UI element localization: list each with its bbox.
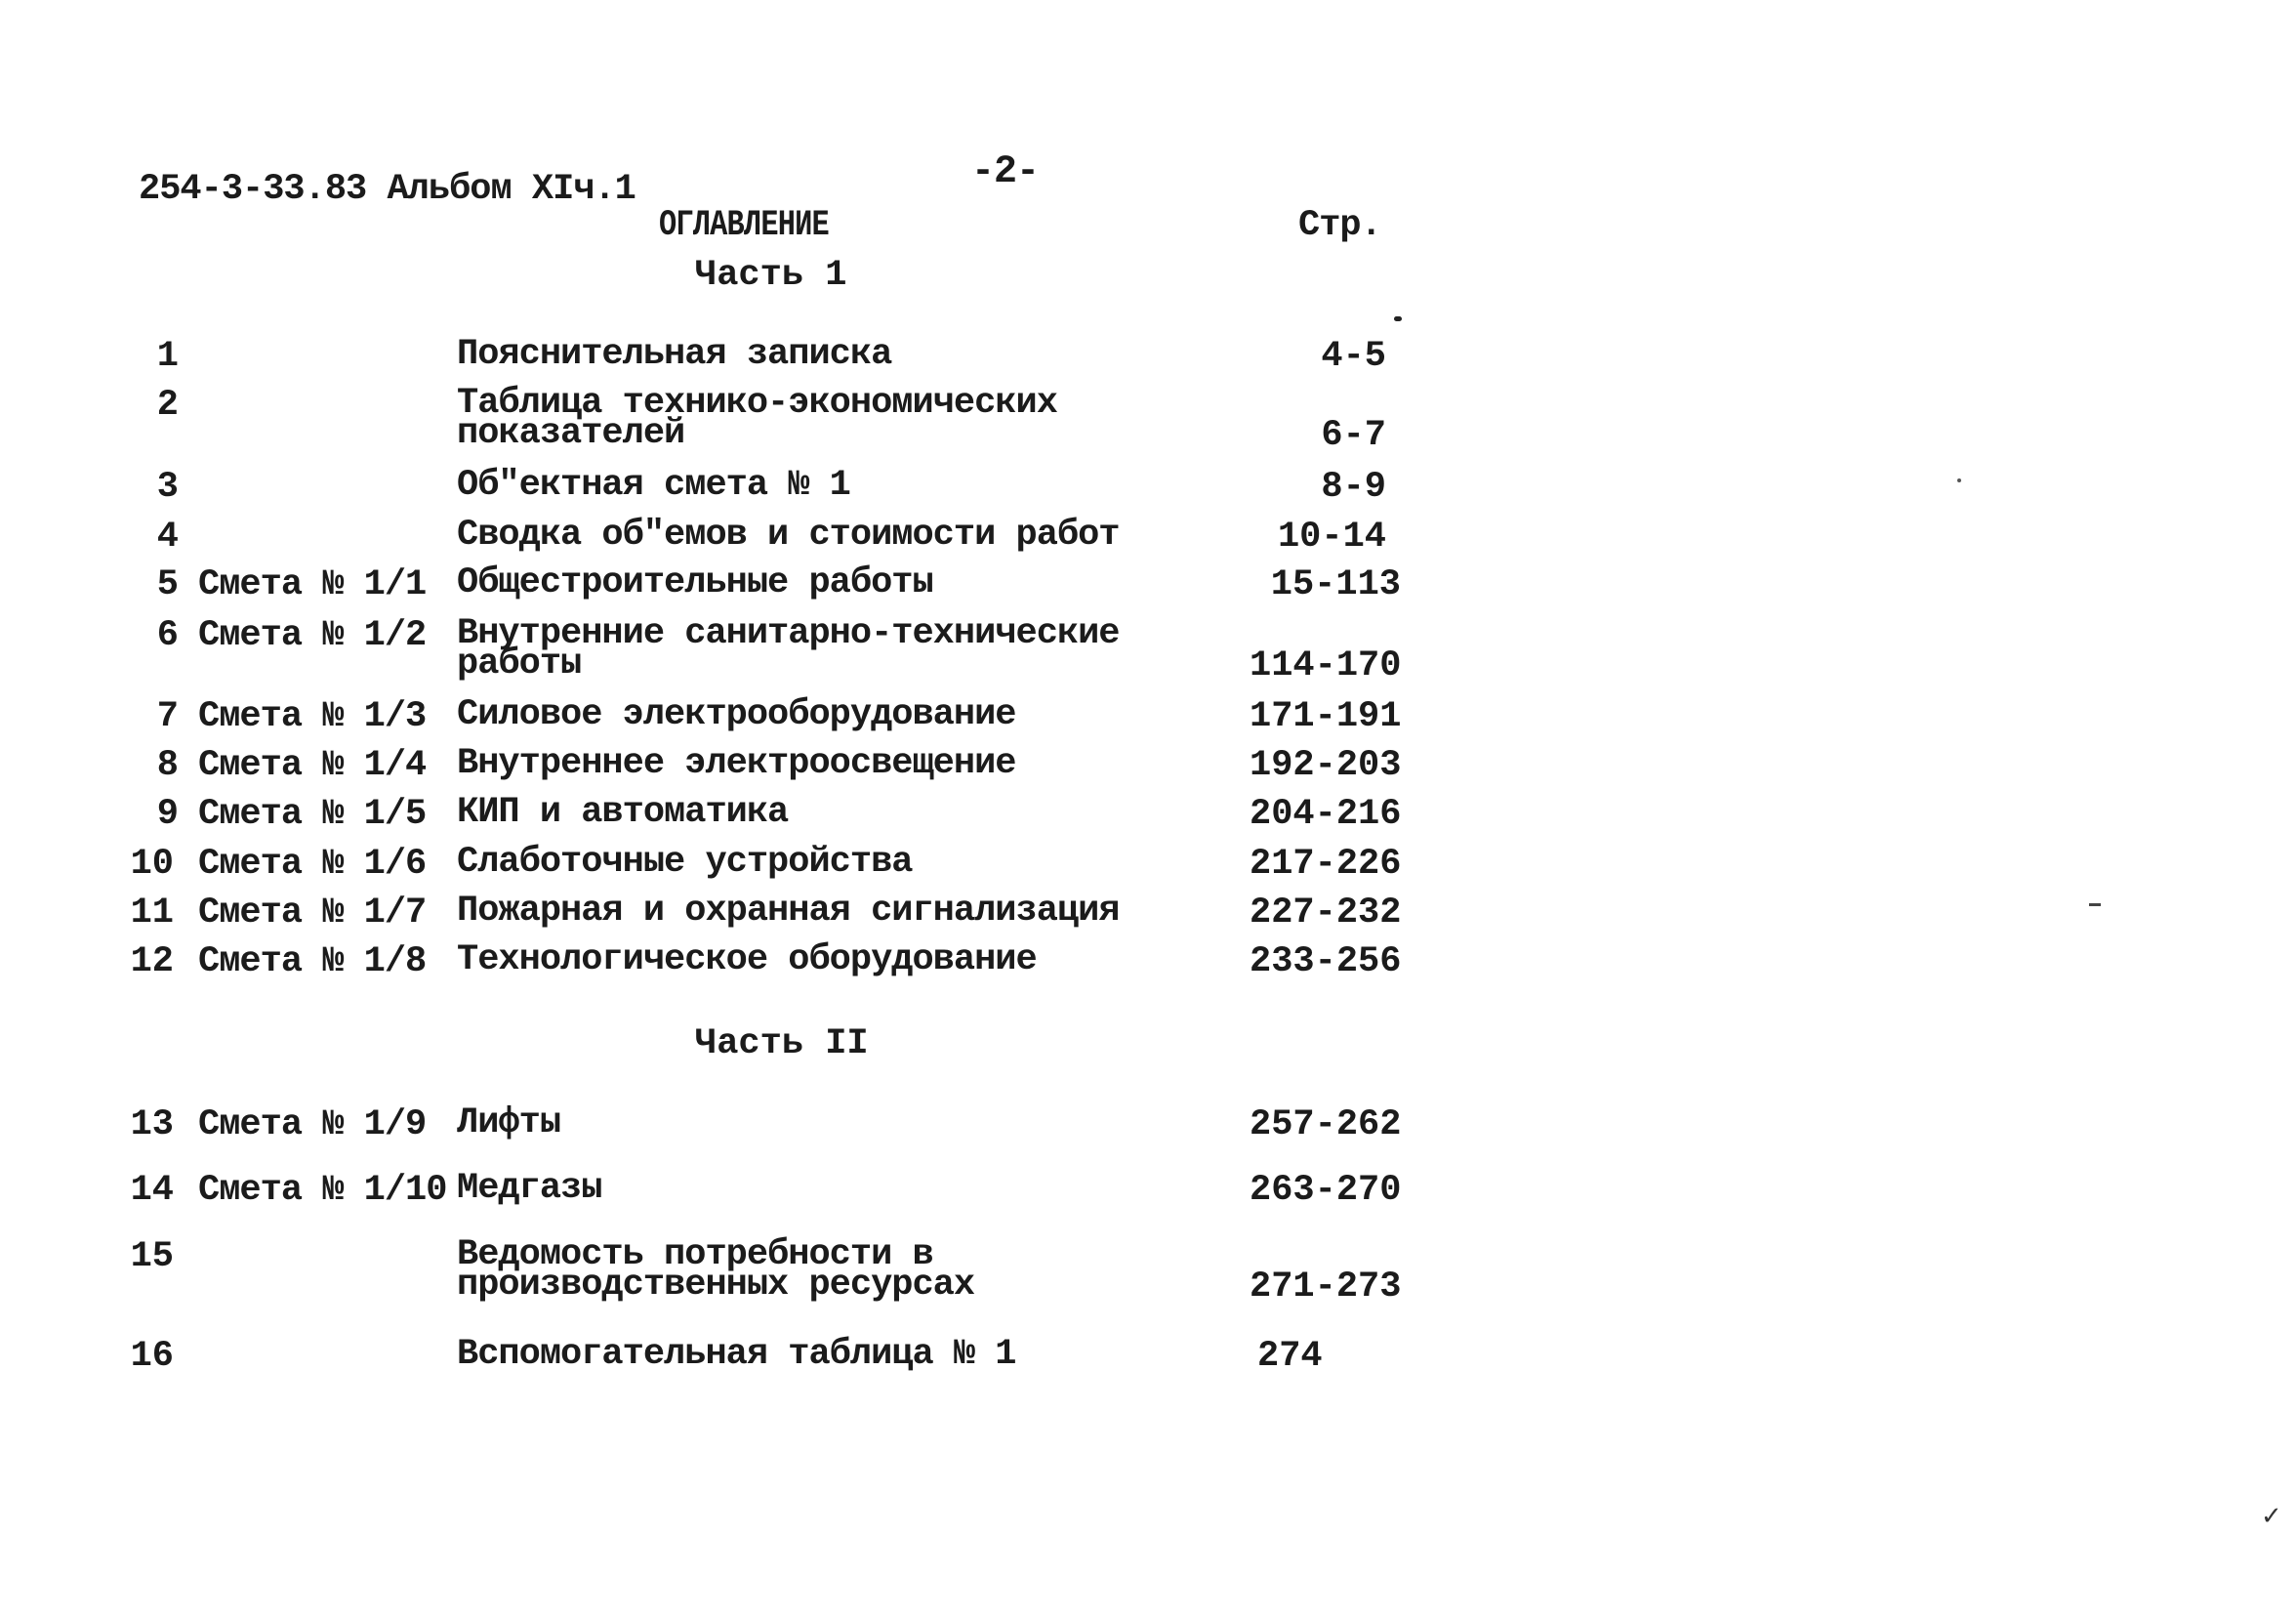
toc-entry-title-line: Пожарная и охранная сигнализация <box>457 891 1120 932</box>
toc-entry-title <box>457 383 1238 454</box>
toc-entry-number: 10 <box>130 844 174 885</box>
toc-entry-number: 8 <box>156 745 179 786</box>
scan-speck <box>1957 478 1961 482</box>
toc-entry-pages: 263-270 <box>1250 1170 1402 1211</box>
toc-entry-title-line: Вспомогательная таблица № 1 <box>457 1334 1016 1375</box>
toc-entry-title <box>457 694 1238 735</box>
toc-entry-pages: 192-203 <box>1250 745 1402 786</box>
toc-entry-number: 2 <box>156 385 179 426</box>
toc-entry-title-line: Медгазы <box>457 1168 602 1209</box>
toc-entry-pages: 15-113 <box>1270 564 1401 605</box>
toc-entry-title-line: КИП и автоматика <box>457 792 789 833</box>
toc-entry-pages: 271-273 <box>1250 1267 1402 1308</box>
toc-entry-title-line: Пояснительная записка <box>457 334 892 375</box>
part-1-heading: Часть 1 <box>695 255 847 296</box>
toc-entry-number: 5 <box>156 564 179 605</box>
toc-entry-number: 11 <box>130 893 174 934</box>
toc-entry-number: 3 <box>156 467 179 508</box>
toc-entry-title-line: Силовое электрооборудование <box>457 694 1016 735</box>
toc-entry-pages: 257-262 <box>1250 1104 1402 1145</box>
toc-entry-title <box>457 1334 1238 1375</box>
toc-entry-pages: 10-14 <box>1277 517 1386 558</box>
toc-entry-estimate: Смета № 1/6 <box>198 844 427 885</box>
toc-entry-pages: 274 <box>1257 1336 1323 1377</box>
toc-entry-title-line: Ведомость потребности в <box>457 1234 933 1275</box>
toc-entry-number: 16 <box>130 1336 174 1377</box>
toc-entry-number: 4 <box>156 517 179 558</box>
toc-entry-title <box>457 613 1238 685</box>
toc-entry-number: 12 <box>130 941 174 982</box>
toc-entry-title-line: Общестроительные работы <box>457 562 933 603</box>
toc-entry-title <box>457 1168 1238 1209</box>
toc-entry-number: 7 <box>156 696 179 737</box>
toc-entry-estimate: Смета № 1/7 <box>198 893 427 934</box>
toc-entry-pages: 227-232 <box>1250 893 1402 934</box>
toc-entry-title <box>457 562 1238 603</box>
toc-entry-pages: 114-170 <box>1250 645 1402 686</box>
toc-entry-estimate: Смета № 1/1 <box>198 564 427 605</box>
toc-entry-title-line: показателей <box>457 413 685 454</box>
toc-entry-number: 9 <box>156 794 179 835</box>
toc-entry-pages: 4-5 <box>1321 336 1386 377</box>
toc-entry-number: 13 <box>130 1104 174 1145</box>
toc-entry-title <box>457 891 1238 932</box>
toc-entry-title-line: Внутренние санитарно-технические <box>457 613 1120 654</box>
toc-entry-title <box>457 1234 1238 1306</box>
toc-entry-title-line: Сводка об"емов и стоимости работ <box>457 515 1120 556</box>
toc-entry-estimate: Смета № 1/8 <box>198 941 427 982</box>
toc-entry-title-line: Слаботочные устройства <box>457 842 913 883</box>
toc-entry-estimate: Смета № 1/3 <box>198 696 427 737</box>
toc-entry-estimate: Смета № 1/2 <box>198 615 427 656</box>
toc-entry-title <box>457 939 1238 980</box>
toc-entry-pages: 217-226 <box>1250 844 1402 885</box>
toc-title: ОГЛАВЛЕНИЕ <box>659 205 829 246</box>
toc-entry-pages: 8-9 <box>1321 467 1386 508</box>
toc-entry-pages: 204-216 <box>1250 794 1402 835</box>
toc-entry-title-line: Внутреннее электроосвещение <box>457 743 1016 784</box>
toc-entry-estimate: Смета № 1/9 <box>198 1104 427 1145</box>
toc-entry-estimate: Смета № 1/5 <box>198 794 427 835</box>
toc-entry-pages: 171-191 <box>1250 696 1402 737</box>
toc-entry-estimate: Смета № 1/10 <box>198 1170 447 1211</box>
toc-entry-estimate: Смета № 1/4 <box>198 745 427 786</box>
document-code: 254-3-33.83 Альбом XIч.1 <box>139 169 636 210</box>
toc-entry-title <box>457 743 1238 784</box>
toc-entry-title <box>457 515 1238 556</box>
toc-entry-title <box>457 1102 1238 1143</box>
check-mark-icon: ✓ <box>2261 1502 2282 1531</box>
scan-speck <box>2089 903 2101 906</box>
toc-entry-number: 6 <box>156 615 179 656</box>
part-2-heading: Часть II <box>695 1023 869 1064</box>
page-column-label: Стр. <box>1298 205 1381 246</box>
toc-entry-title-line: производственных ресурсах <box>457 1265 975 1306</box>
toc-entry-title-line: Об"ектная смета № 1 <box>457 465 850 506</box>
toc-entry-title-line: Лифты <box>457 1102 561 1143</box>
toc-entry-number: 15 <box>130 1236 174 1277</box>
toc-entry-title-line: Технологическое оборудование <box>457 939 1037 980</box>
toc-entry-pages: 6-7 <box>1321 415 1386 456</box>
toc-entry-number: 1 <box>156 336 179 377</box>
page-number: -2- <box>971 150 1040 194</box>
toc-entry-pages: 233-256 <box>1250 941 1402 982</box>
toc-entry-title <box>457 465 1238 506</box>
toc-entry-number: 14 <box>130 1170 174 1211</box>
toc-entry-title <box>457 842 1238 883</box>
scan-speck <box>1394 316 1402 321</box>
toc-entry-title-line: работы <box>457 644 582 685</box>
toc-entry-title-line: Таблица технико-экономических <box>457 383 1057 424</box>
toc-entry-title <box>457 334 1238 375</box>
toc-entry-title <box>457 792 1238 833</box>
